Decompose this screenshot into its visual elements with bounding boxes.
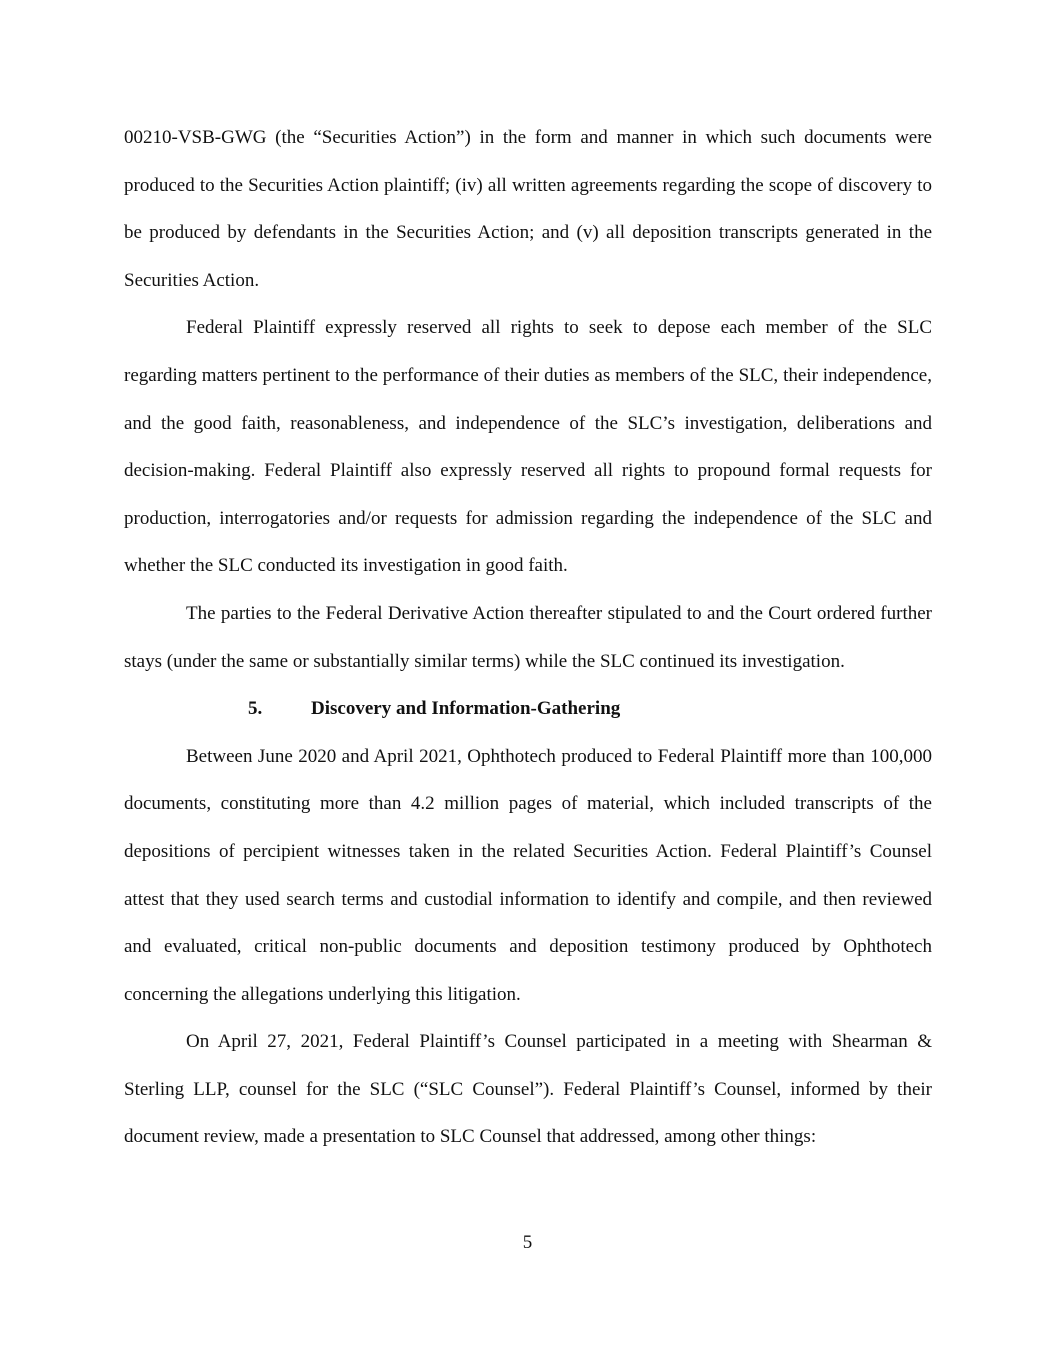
section-heading [124, 685, 932, 733]
paragraph-further-stays: The parties to the Federal Derivative Action thereafter stipulated to and the Court ordered further stays (under the same or substantially similar terms) while the SLC continued its investigation. [124, 602, 932, 672]
paragraph-securities-action-continuation: 00210-VSB-GWG (the “Securities Action”) in the form and manner in which such documents were produced to the Securities Action plaintiff; (iv) all written agreements regarding the scope of discovery to be produced by defendants in the Securities Action; and (v) all deposition transcripts generated in the Securities Action. [124, 127, 932, 291]
section-number: 5. [248, 698, 263, 720]
paragraph-slc-meeting: On April 27, 2021, Federal Plaintiff’s Counsel participated in a meeting with Shearman & Sterling LLP, counsel for the SLC (“SLC Counsel”). Federal Plaintiff’s Counsel, informed by their document review, made a presentation to SLC Counsel that addressed, among other things: [124, 1031, 932, 1148]
paragraph-reserved-rights: Federal Plaintiff expressly reserved all rights to seek to depose each member of the SLC regarding matters pertinent to the performance of their duties as members of the SLC, their independence, and the good faith, reasonableness, and independence of the SLC’s investigation, deliberations and decision-making. Federal Plaintiff also expressly reserved all rights to propound formal requests for production, interrogatories and/or requests for admission regarding the independence of the SLC and whether the SLC conducted its investigation in good faith. [124, 317, 932, 577]
page-number: 5 [522, 1232, 533, 1253]
section-title: Discovery and Information-Gathering [311, 698, 621, 720]
document-body [124, 114, 932, 1161]
paragraph-document-production: Between June 2020 and April 2021, Ophthotech produced to Federal Plaintiff more than 100,000 documents, constituting more than 4.2 million pages of material, which included transcripts of the depositions of percipient witnesses taken in the related Securities Action. Federal Plaintiff’s Counsel attest that they used search terms and custodial information to identify and compile, and then reviewed and evaluated, critical non-public documents and deposition testimony produced by Ophthotech concerning the allegations underlying this litigation. [124, 745, 932, 1005]
